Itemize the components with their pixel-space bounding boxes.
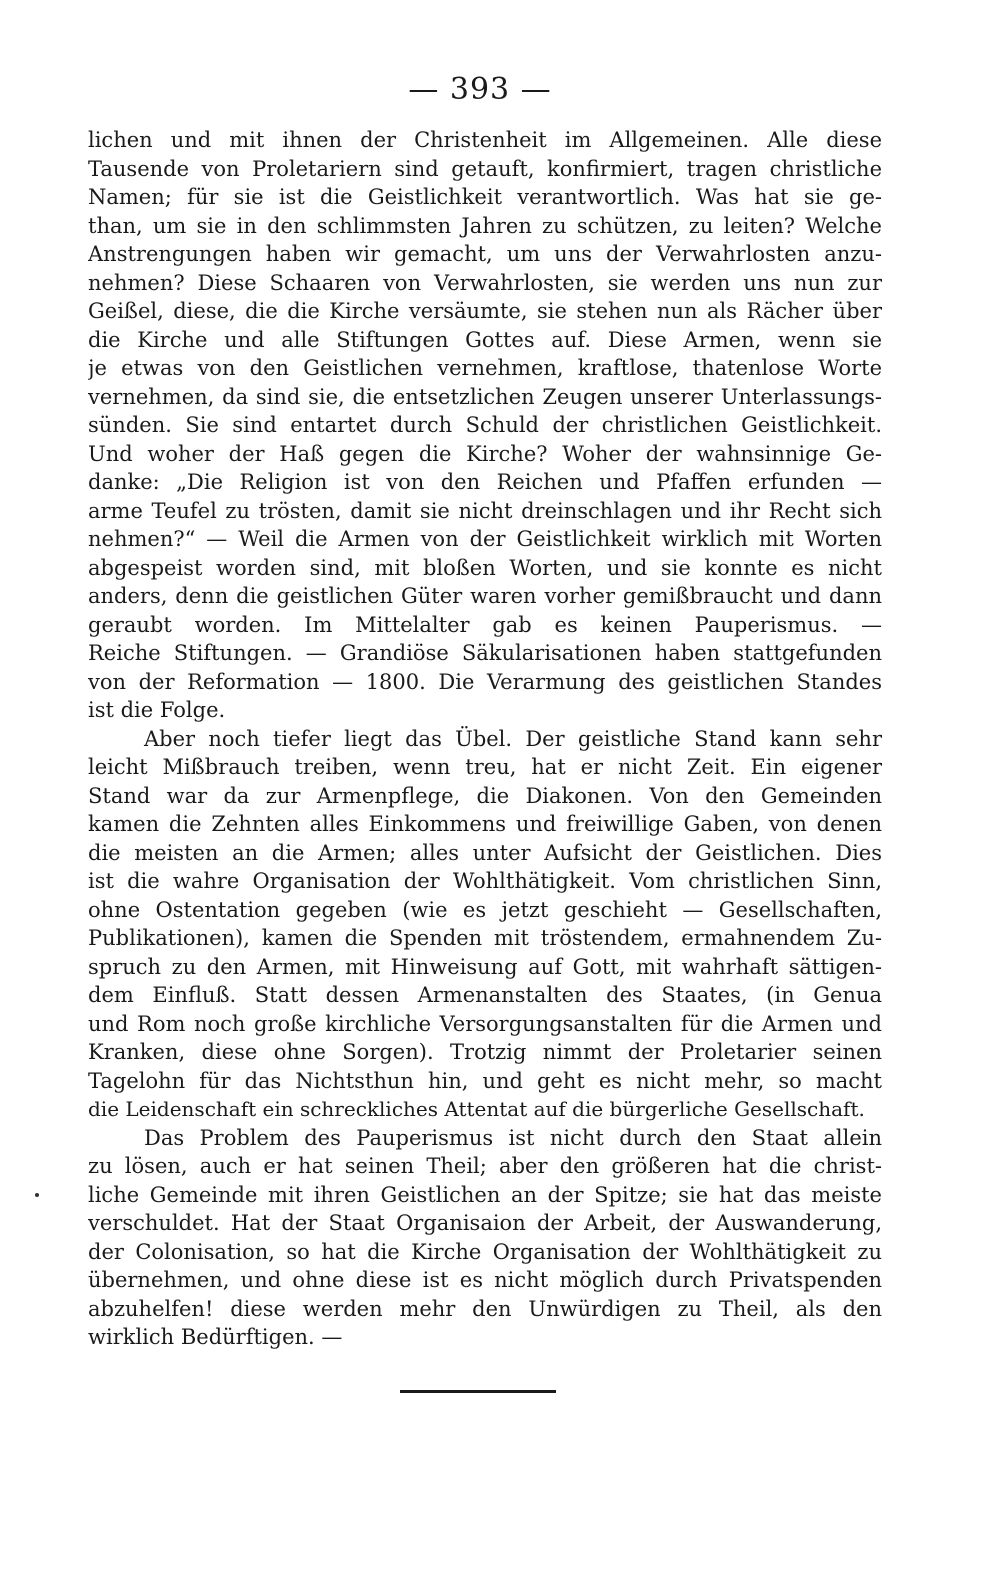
- text-line: nehmen?“ — Weil die Armen von der Geistlichkeit wirklich mit Worten: [88, 527, 882, 551]
- text-line: und Rom noch große kirchliche Versorgungsanstalten für die Armen und: [88, 1011, 882, 1036]
- text-line: nehmen? Diese Schaaren von Verwahrlosten, sie werden uns nun zur: [88, 270, 882, 295]
- text-line: Aber noch tiefer liegt das Übel. Der geistliche Stand kann sehr: [144, 726, 882, 751]
- text-line: Reiche Stiftungen. — Grandiöse Säkularisationen haben stattgefunden: [88, 641, 882, 665]
- text-line: ohne Ostentation gegeben (wie es jetzt geschieht — Gesellschaften,: [88, 897, 882, 922]
- page-number: — 393 —: [408, 72, 552, 107]
- text-line: zu lösen, auch er hat seinen Theil; aber den größeren hat die christ-: [88, 1154, 882, 1178]
- text-line: je etwas von den Geistlichen vernehmen, kraftlose, thatenlose Worte: [88, 356, 882, 380]
- body-text: [88, 126, 882, 1352]
- text-line: dem Einfluß. Statt dessen Armenanstalten des Staates, (in Genua: [88, 983, 882, 1007]
- text-line: geraubt worden. Im Mittelalter gab es keinen Pauperismus. —: [88, 612, 882, 637]
- section-end-rule: [400, 1390, 556, 1393]
- text-line: Publikationen), kamen die Spenden mit tröstendem, ermahnendem Zu-: [88, 926, 882, 950]
- text-line: übernehmen, und ohne diese ist es nicht möglich durch Privatspenden: [88, 1268, 882, 1292]
- text-line: die Leidenschaft ein schreckliches Attentat auf die bürgerliche Gesellschaft.: [88, 1097, 865, 1121]
- text-line: vernehmen, da sind sie, die entsetzlichen Zeugen unserer Unterlassungs-: [88, 384, 882, 409]
- text-line: Das Problem des Pauperismus ist nicht durch den Staat allein: [144, 1125, 882, 1150]
- text-line: lichen und mit ihnen der Christenheit im Allgemeinen. Alle diese: [88, 128, 882, 152]
- text-line: danke: „Die Religion ist von den Reichen und Pfaffen erfunden —: [88, 470, 882, 494]
- text-line: abgespeist worden sind, mit bloßen Worten, und sie konnte es nicht: [88, 555, 882, 580]
- text-line: than, um sie in den schlimmsten Jahren zu schützen, zu leiten? Welche: [88, 213, 882, 238]
- text-line: arme Teufel zu trösten, damit sie nicht dreinschlagen und ihr Recht sich: [88, 498, 882, 523]
- text-line: Kranken, diese ohne Sorgen). Trotzig nimmt der Proletarier seinen: [88, 1040, 882, 1064]
- text-line: Anstrengungen haben wir gemacht, um uns der Verwahrlosten anzu-: [88, 242, 882, 266]
- text-line: Namen; für sie ist die Geistlichkeit verantwortlich. Was hat sie ge-: [88, 185, 882, 209]
- text-line: sünden. Sie sind entartet durch Schuld der christlichen Geistlichkeit.: [88, 413, 882, 437]
- text-line: von der Reformation — 1800. Die Verarmung des geistlichen Standes: [88, 669, 882, 694]
- text-line: ist die Folge.: [88, 698, 226, 722]
- text-line: die Kirche und alle Stiftungen Gottes auf. Diese Armen, wenn sie: [88, 327, 882, 352]
- text-line: die meisten an die Armen; alles unter Aufsicht der Geistlichen. Dies: [88, 840, 882, 865]
- text-line: Geißel, diese, die die Kirche versäumte, sie stehen nun als Rächer über: [88, 299, 882, 323]
- text-line: abzuhelfen! diese werden mehr den Unwürdigen zu Theil, als den: [88, 1296, 882, 1321]
- text-line: leicht Mißbrauch treiben, wenn treu, hat er nicht Zeit. Ein eigener: [88, 755, 882, 779]
- margin-speck: [35, 1193, 39, 1197]
- text-line: liche Gemeinde mit ihren Geistlichen an der Spitze; sie hat das meiste: [88, 1182, 882, 1207]
- text-line: verschuldet. Hat der Staat Organisaion der Arbeit, der Auswanderung,: [88, 1211, 882, 1235]
- text-line: anders, denn die geistlichen Güter waren vorher gemißbraucht und dann: [88, 584, 882, 608]
- text-line: kamen die Zehnten alles Einkommens und freiwillige Gaben, von denen: [88, 812, 882, 836]
- text-line: wirklich Bedürftigen. —: [88, 1325, 343, 1349]
- text-line: spruch zu den Armen, mit Hinweisung auf Gott, mit wahrhaft sättigen-: [88, 954, 882, 979]
- text-line: Stand war da zur Armenpflege, die Diakonen. Von den Gemeinden: [88, 783, 882, 808]
- text-line: ist die wahre Organisation der Wohlthätigkeit. Vom christlichen Sinn,: [88, 869, 882, 893]
- text-line: Tagelohn für das Nichtsthun hin, und geht es nicht mehr, so macht: [88, 1068, 882, 1093]
- text-line: Tausende von Proletariern sind getauft, konfirmiert, tragen christliche: [88, 156, 882, 181]
- text-line: Und woher der Haß gegen die Kirche? Woher der wahnsinnige Ge-: [88, 441, 882, 466]
- text-line: der Colonisation, so hat die Kirche Organisation der Wohlthätigkeit zu: [88, 1239, 882, 1264]
